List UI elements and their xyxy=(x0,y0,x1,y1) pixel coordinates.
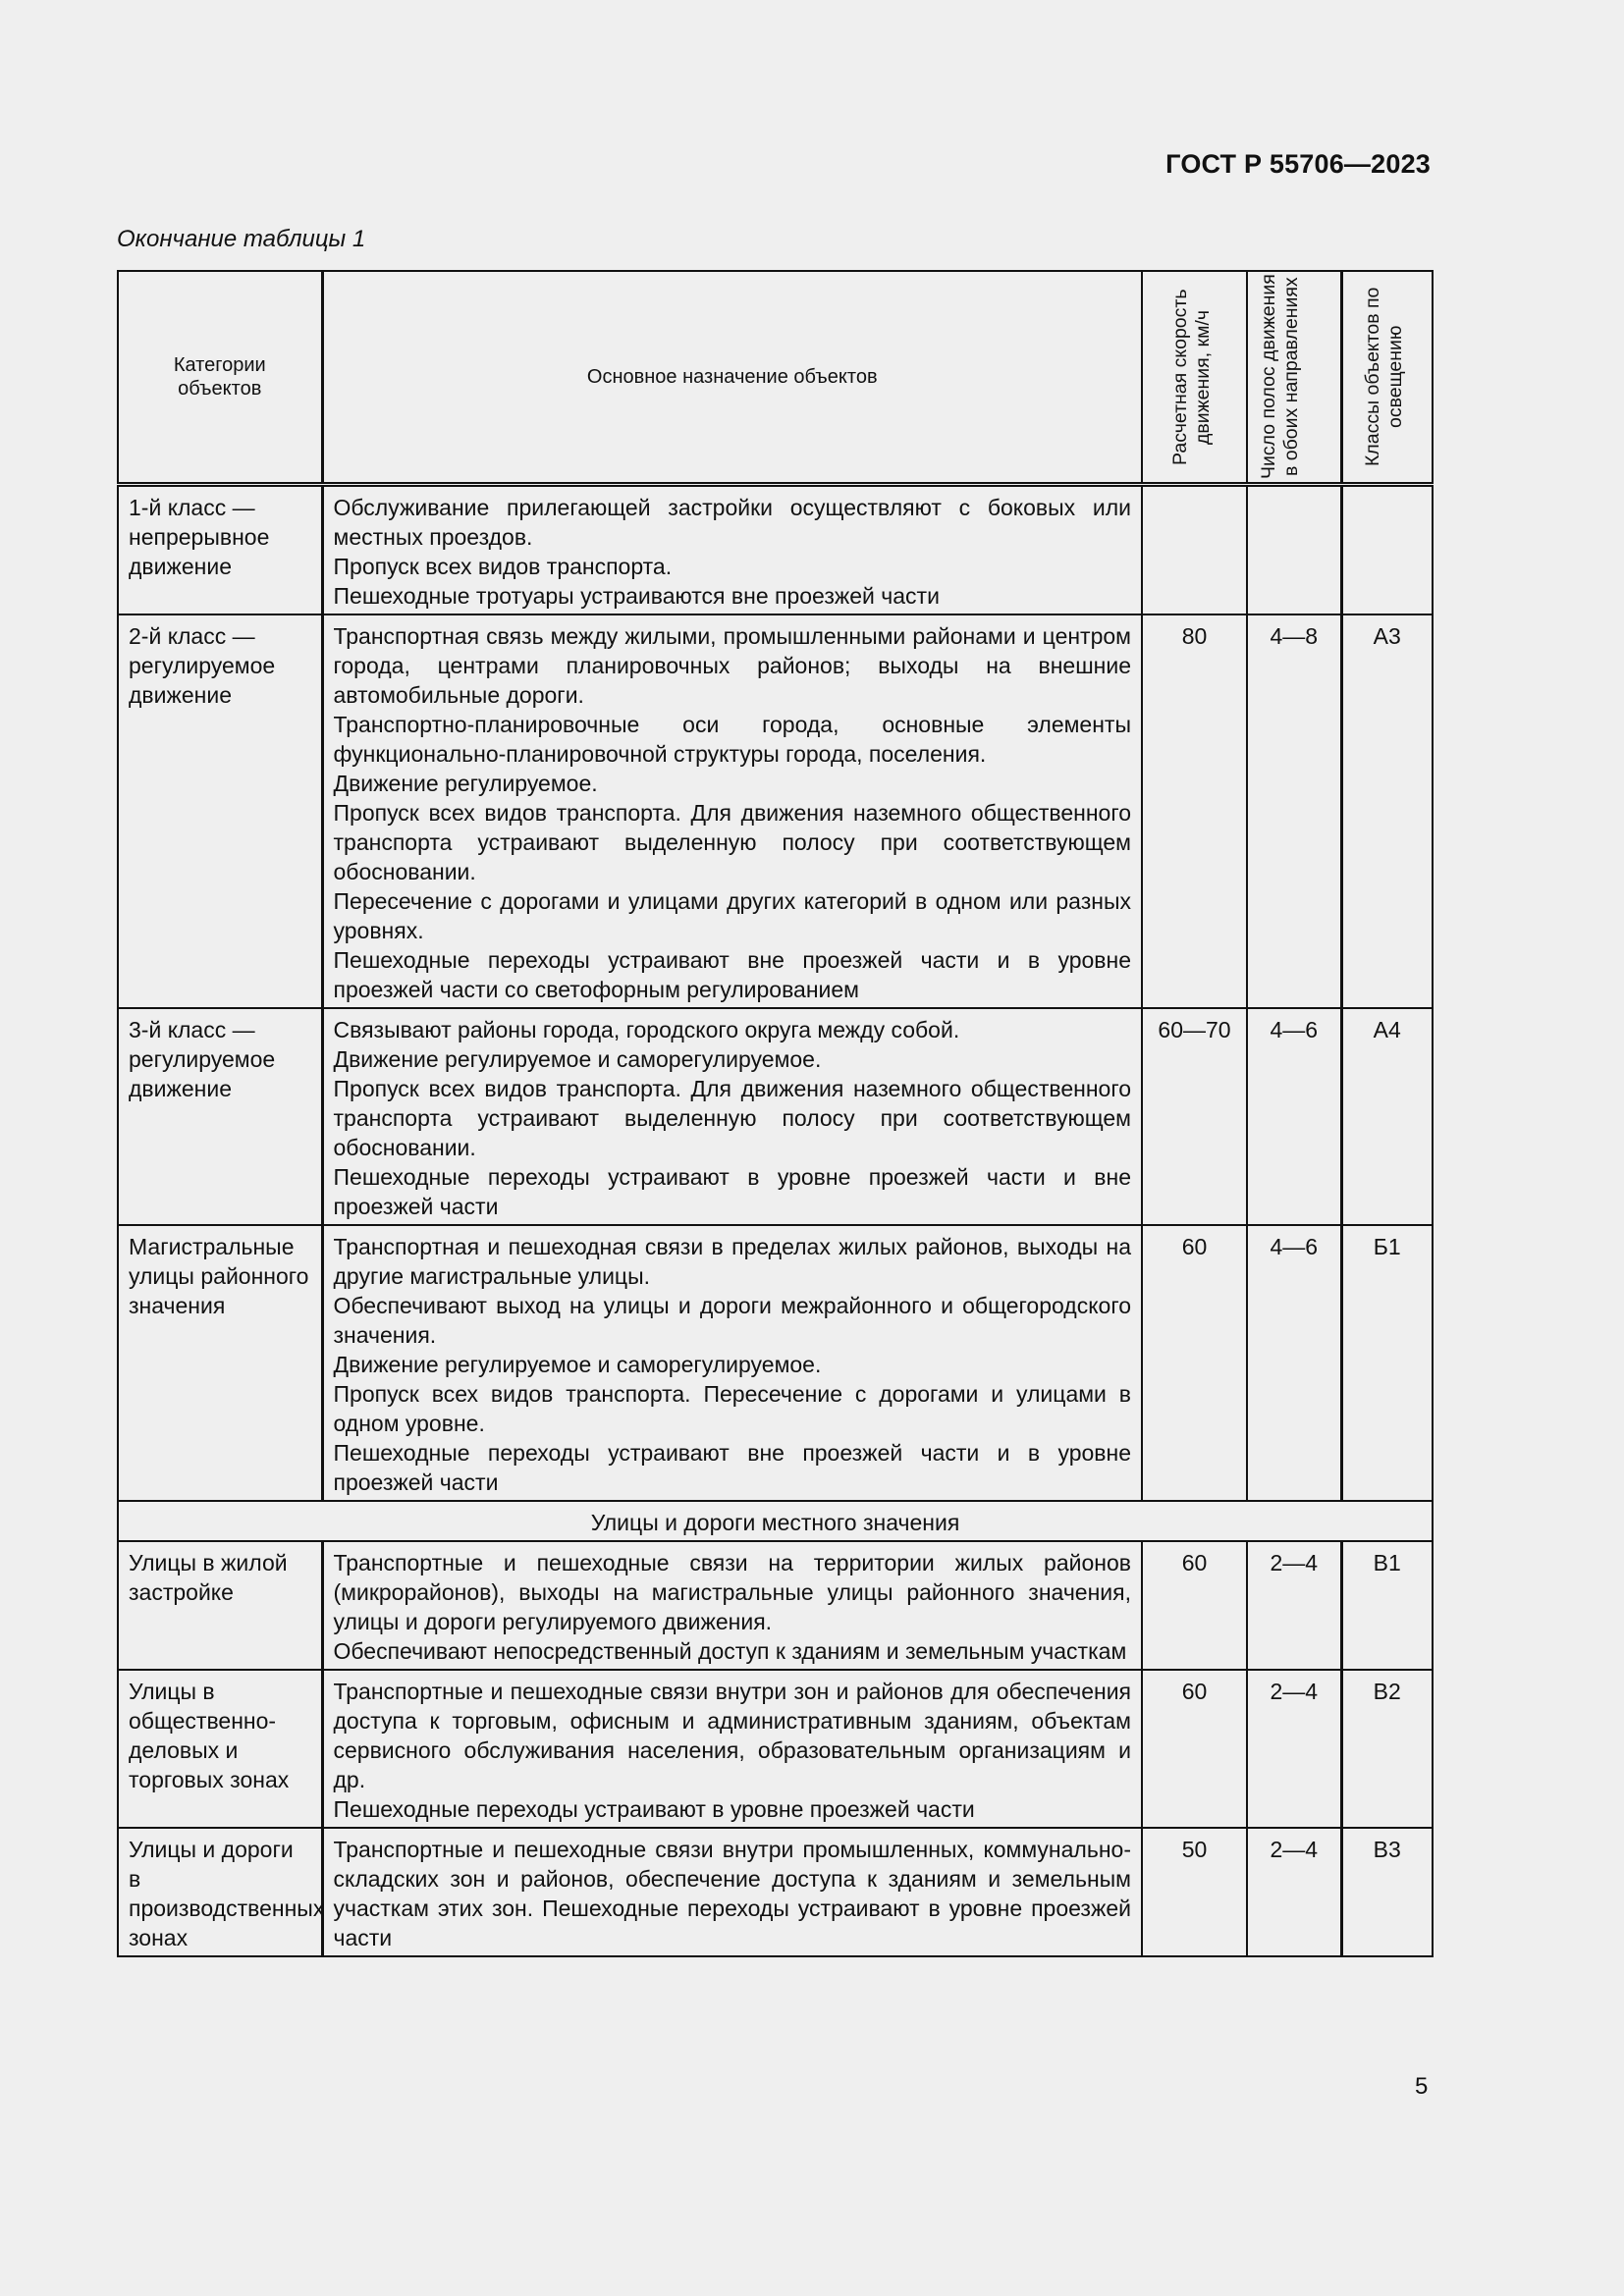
lanes-cell xyxy=(1247,485,1341,615)
purpose-line: Пешеходные тротуары устраиваются вне проезжей части xyxy=(333,583,940,609)
lanes-cell: 4—6 xyxy=(1247,1008,1341,1225)
purpose-line: Движение регулируемое. xyxy=(333,771,598,796)
table-row xyxy=(118,1008,1433,1225)
section-row xyxy=(118,1501,1433,1541)
purpose-line: Связывают районы города, городского округа между собой. xyxy=(333,1017,960,1042)
lighting-class-cell: А4 xyxy=(1341,1008,1433,1225)
purpose-line: Пешеходные переходы устраивают вне проезжей части и в уровне проезжей части со светофорным регулированием xyxy=(333,947,1131,1002)
purpose-line: Пропуск всех видов транспорта. Для движения наземного общественного транспорта устраивают выделенную полосу при соответствующем обосновании. xyxy=(333,1076,1131,1160)
purpose-cell xyxy=(322,1008,1142,1225)
section-title: Улицы и дороги местного значения xyxy=(118,1501,1433,1541)
table-header-row xyxy=(118,271,1433,485)
purpose-cell xyxy=(322,1541,1142,1670)
category-cell: Улицы и дороги в производственных зонах xyxy=(118,1828,322,1956)
purpose-line: Транспортная связь между жилыми, промышленными районами и центром города, центрами планировочных районов; выходы на внешние автомобильные дороги. xyxy=(333,623,1131,708)
lighting-class-cell xyxy=(1341,485,1433,615)
purpose-line: Транспортные и пешеходные связи на территории жилых районов (микрорайонов), выходы на магистральные улицы районного значения, улицы и дороги регулируемого движения. xyxy=(333,1550,1131,1634)
page-number: 5 xyxy=(1415,2073,1429,2100)
lanes-cell: 4—8 xyxy=(1247,614,1341,1008)
speed-cell: 50 xyxy=(1142,1828,1247,1956)
header-category xyxy=(118,271,322,485)
purpose-line: Транспортные и пешеходные связи внутри промышленных, коммунально-складских зон и районов, обеспечение доступа к зданиям и земельным участкам этих зон. Пешеходные переходы устраивают в уровне проезжей части xyxy=(333,1837,1131,1950)
purpose-line: Пропуск всех видов транспорта. Для движения наземного общественного транспорта устраивают выделенную полосу при соответствующем обосновании. xyxy=(333,800,1131,884)
header-lighting-class xyxy=(1341,271,1433,485)
header-lighting-class-label: Классы объектов по освещению xyxy=(1361,287,1406,467)
header-lanes-label: Число полос движения в обоих направлениях xyxy=(1257,274,1302,480)
purpose-cell xyxy=(322,485,1142,615)
purpose-cell xyxy=(322,1225,1142,1501)
purpose-line: Пропуск всех видов транспорта. xyxy=(333,554,673,579)
table-row xyxy=(118,1225,1433,1501)
speed-cell xyxy=(1142,485,1247,615)
lanes-cell: 2—4 xyxy=(1247,1670,1341,1828)
purpose-line: Обеспечивают выход на улицы и дороги межрайонного и общегородского значения. xyxy=(333,1293,1131,1348)
purpose-line: Транспортные и пешеходные связи внутри зон и районов для обеспечения доступа к торговым, офисным и административным зданиям, объектам сервисного обслуживания населения, образовательным организациям и др. xyxy=(333,1679,1131,1792)
lighting-class-cell: А3 xyxy=(1341,614,1433,1008)
header-lanes xyxy=(1247,271,1341,485)
purpose-line: Пешеходные переходы устраивают в уровне проезжей части и вне проезжей части xyxy=(333,1164,1131,1219)
speed-cell: 60 xyxy=(1142,1670,1247,1828)
purpose-cell xyxy=(322,614,1142,1008)
category-cell: 1-й класс — непрерывное движение xyxy=(118,485,322,615)
lanes-cell: 2—4 xyxy=(1247,1828,1341,1956)
lighting-class-cell: Б1 xyxy=(1341,1225,1433,1501)
purpose-line: Движение регулируемое и саморегулируемое. xyxy=(333,1352,822,1377)
lanes-cell: 2—4 xyxy=(1247,1541,1341,1670)
table-row xyxy=(118,1541,1433,1670)
category-cell: Магистральные улицы районного значения xyxy=(118,1225,322,1501)
road-categories-table xyxy=(117,270,1434,1957)
category-cell: 2-й класс — регулируемое движение xyxy=(118,614,322,1008)
purpose-cell xyxy=(322,1670,1142,1828)
speed-cell: 60 xyxy=(1142,1225,1247,1501)
lighting-class-cell: В2 xyxy=(1341,1670,1433,1828)
header-category-label: Категории объектов xyxy=(173,354,266,400)
purpose-line: Движение регулируемое и саморегулируемое. xyxy=(333,1046,822,1072)
purpose-line: Обеспечивают непосредственный доступ к зданиям и земельным участкам xyxy=(333,1638,1127,1664)
lanes-cell: 4—6 xyxy=(1247,1225,1341,1501)
header-purpose xyxy=(322,271,1142,485)
purpose-line: Обслуживание прилегающей застройки осуществляют с боковых или местных проездов. xyxy=(333,495,1131,550)
lighting-class-cell: В1 xyxy=(1341,1541,1433,1670)
speed-cell: 80 xyxy=(1142,614,1247,1008)
purpose-cell xyxy=(322,1828,1142,1956)
purpose-line: Пропуск всех видов транспорта. Пересечение с дорогами и улицами в одном уровне. xyxy=(333,1381,1131,1436)
category-cell: Улицы в жилой застройке xyxy=(118,1541,322,1670)
table-row xyxy=(118,485,1433,615)
purpose-line: Транспортно-планировочные оси города, основные элементы функционально-планировочной структуры города, поселения. xyxy=(333,712,1131,767)
header-speed-label: Расчетная скорость движения, км/ч xyxy=(1168,289,1214,465)
table-row xyxy=(118,614,1433,1008)
header-speed xyxy=(1142,271,1247,485)
purpose-line: Пешеходные переходы устраивают вне проезжей части и в уровне проезжей части xyxy=(333,1440,1131,1495)
table-row xyxy=(118,1670,1433,1828)
speed-cell: 60—70 xyxy=(1142,1008,1247,1225)
lighting-class-cell: В3 xyxy=(1341,1828,1433,1956)
category-cell: 3-й класс — регулируемое движение xyxy=(118,1008,322,1225)
purpose-line: Транспортная и пешеходная связи в пределах жилых районов, выходы на другие магистральные улицы. xyxy=(333,1234,1131,1289)
category-cell: Улицы в общественно-деловых и торговых зонах xyxy=(118,1670,322,1828)
table-caption: Окончание таблицы 1 xyxy=(117,226,366,252)
purpose-line: Пересечение с дорогами и улицами других категорий в одном или разных уровнях. xyxy=(333,888,1131,943)
table-row xyxy=(118,1828,1433,1956)
document-code: ГОСТ Р 55706—2023 xyxy=(1165,149,1431,179)
purpose-line: Пешеходные переходы устраивают в уровне проезжей части xyxy=(333,1796,975,1822)
header-purpose-label: Основное назначение объектов xyxy=(586,366,878,388)
speed-cell: 60 xyxy=(1142,1541,1247,1670)
